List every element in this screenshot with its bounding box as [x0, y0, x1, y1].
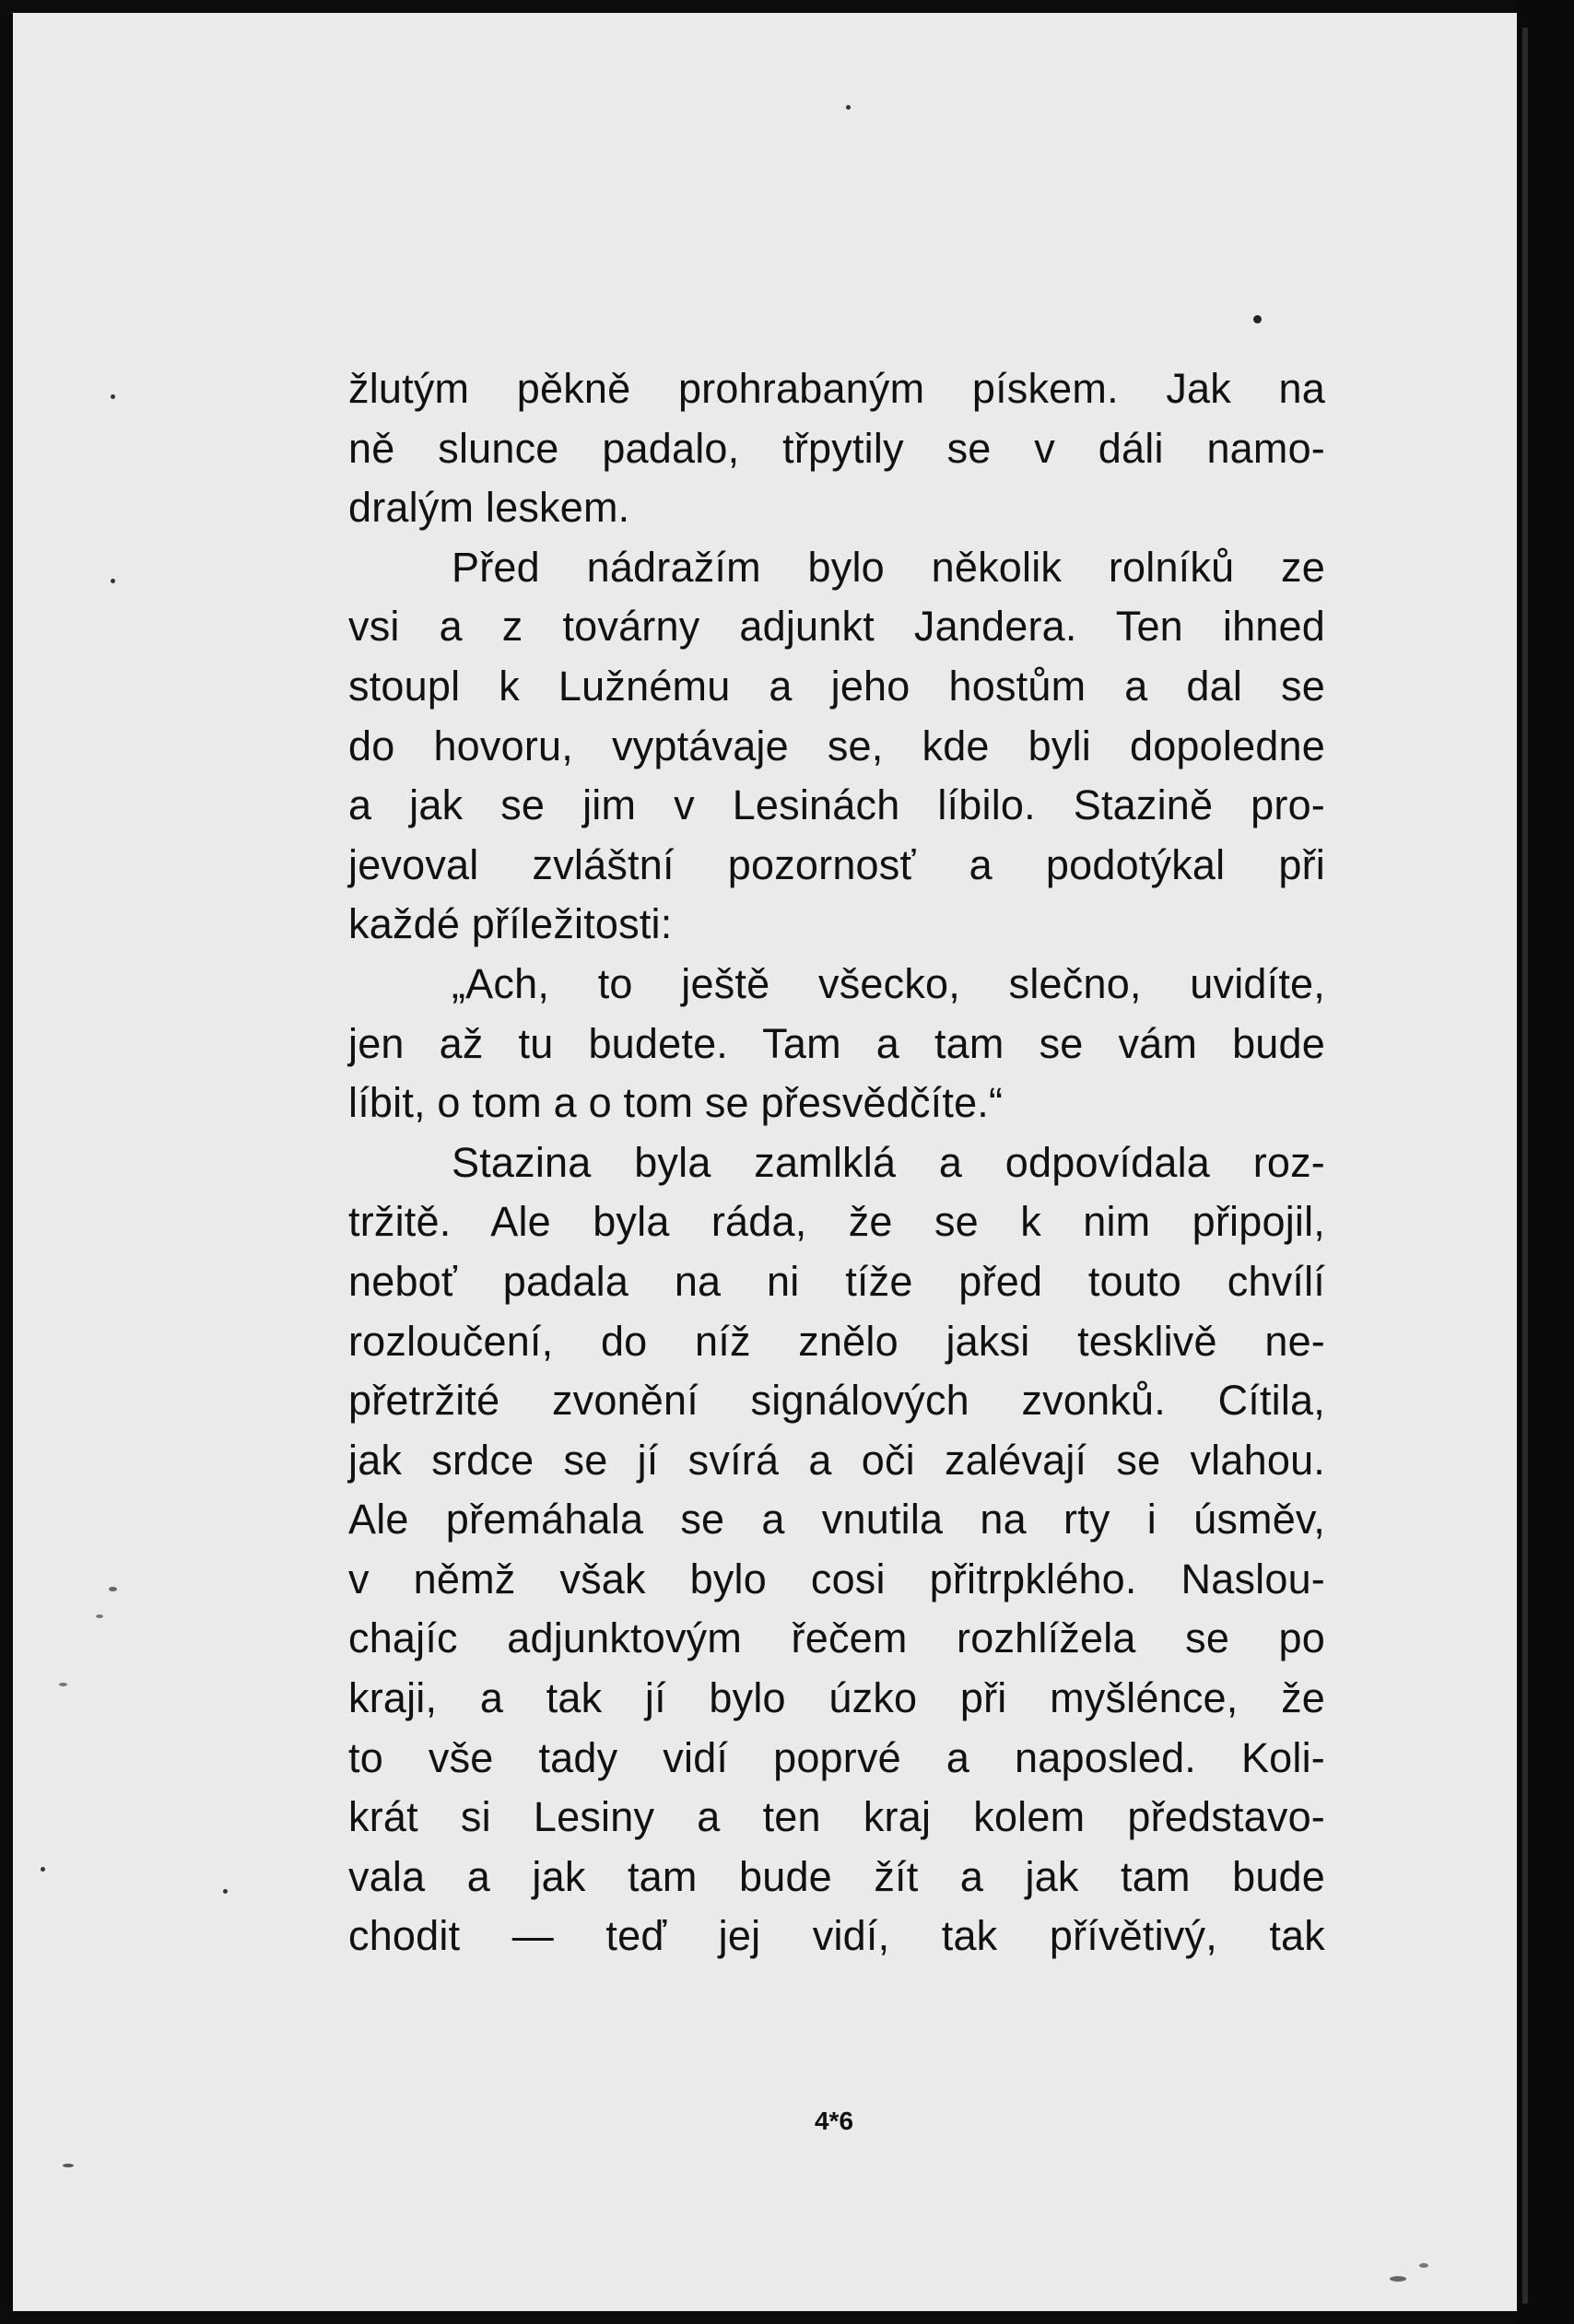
text-line: vala a jak tam bude žít a jak tam bude: [348, 1852, 1325, 1900]
page-number: 4*6: [814, 2107, 854, 2135]
text-line: jak srdce se jí svírá a oči zalévají se vlahou.: [348, 1436, 1325, 1484]
text-line: a jak se jim v Lesinách líbilo. Stazině pro-: [348, 781, 1325, 829]
text-line: vsi a z továrny adjunkt Jandera. Ten ihned: [348, 603, 1325, 651]
text-line: Ale přemáhala se a vnutila na rty i úsměv,: [348, 1496, 1325, 1543]
text-line: chajíc adjunktovým řečem rozhlížela se po: [348, 1614, 1325, 1662]
text-line: jen až tu budete. Tam a tam se vám bude: [348, 1019, 1325, 1067]
text-line: krát si Lesiny a ten kraj kolem představo-: [348, 1793, 1325, 1841]
text-line: neboť padala na ni tíže před touto chvílí: [348, 1257, 1325, 1305]
dust-speck: [111, 394, 115, 399]
text-line: ně slunce padalo, třpytily se v dáli namo-: [348, 424, 1325, 472]
text-line: kraji, a tak jí bylo úzko při myšlénce, že: [348, 1674, 1325, 1722]
text-line: rozloučení, do níž znělo jaksi tesklivě ne-: [348, 1317, 1325, 1365]
text-line: dralým leskem.: [348, 484, 630, 532]
text-line: stoupl k Lužnému a jeho hostům a dal se: [348, 662, 1325, 710]
dust-speck: [41, 1867, 45, 1872]
text-line: Před nádražím bylo několik rolníků ze: [452, 543, 1325, 591]
dust-speck: [1390, 2276, 1406, 2282]
text-line: jevoval zvláštní pozornosť a podotýkal při: [348, 840, 1325, 888]
dust-speck: [63, 2164, 74, 2167]
dust-speck: [96, 1614, 103, 1618]
dust-speck: [111, 579, 115, 583]
text-line: v němž však bylo cosi přitrpklého. Naslou-: [348, 1555, 1325, 1602]
dust-speck: [846, 105, 851, 110]
text-line: do hovoru, vyptávaje se, kde byli dopoledne: [348, 722, 1325, 769]
text-line: chodit — teď jej vidí, tak přívětivý, tak: [348, 1912, 1325, 1960]
text-line: každé příležitosti:: [348, 900, 673, 948]
dust-speck: [109, 1587, 117, 1591]
dust-speck: [1419, 2263, 1428, 2268]
binding-edge: [1522, 28, 1528, 2304]
body-text: [348, 359, 1325, 1966]
text-line: „Ach, to ještě všecko, slečno, uvidíte,: [452, 959, 1325, 1007]
text-line: přetržité zvonění signálových zvonků. Cítila,: [348, 1377, 1325, 1425]
text-line: líbit, o tom a o tom se přesvědčíte.“: [348, 1079, 1004, 1127]
text-line: žlutým pěkně prohrabaným pískem. Jak na: [348, 365, 1325, 412]
text-line: tržitě. Ale byla ráda, že se k nim připojil,: [348, 1198, 1325, 1246]
dust-speck: [223, 1889, 228, 1894]
text-line: Stazina byla zamlklá a odpovídala roz-: [452, 1138, 1325, 1186]
text-line: to vše tady vidí poprvé a naposled. Koli-: [348, 1733, 1325, 1781]
dust-speck: [59, 1683, 67, 1686]
dust-speck: [1253, 315, 1262, 323]
